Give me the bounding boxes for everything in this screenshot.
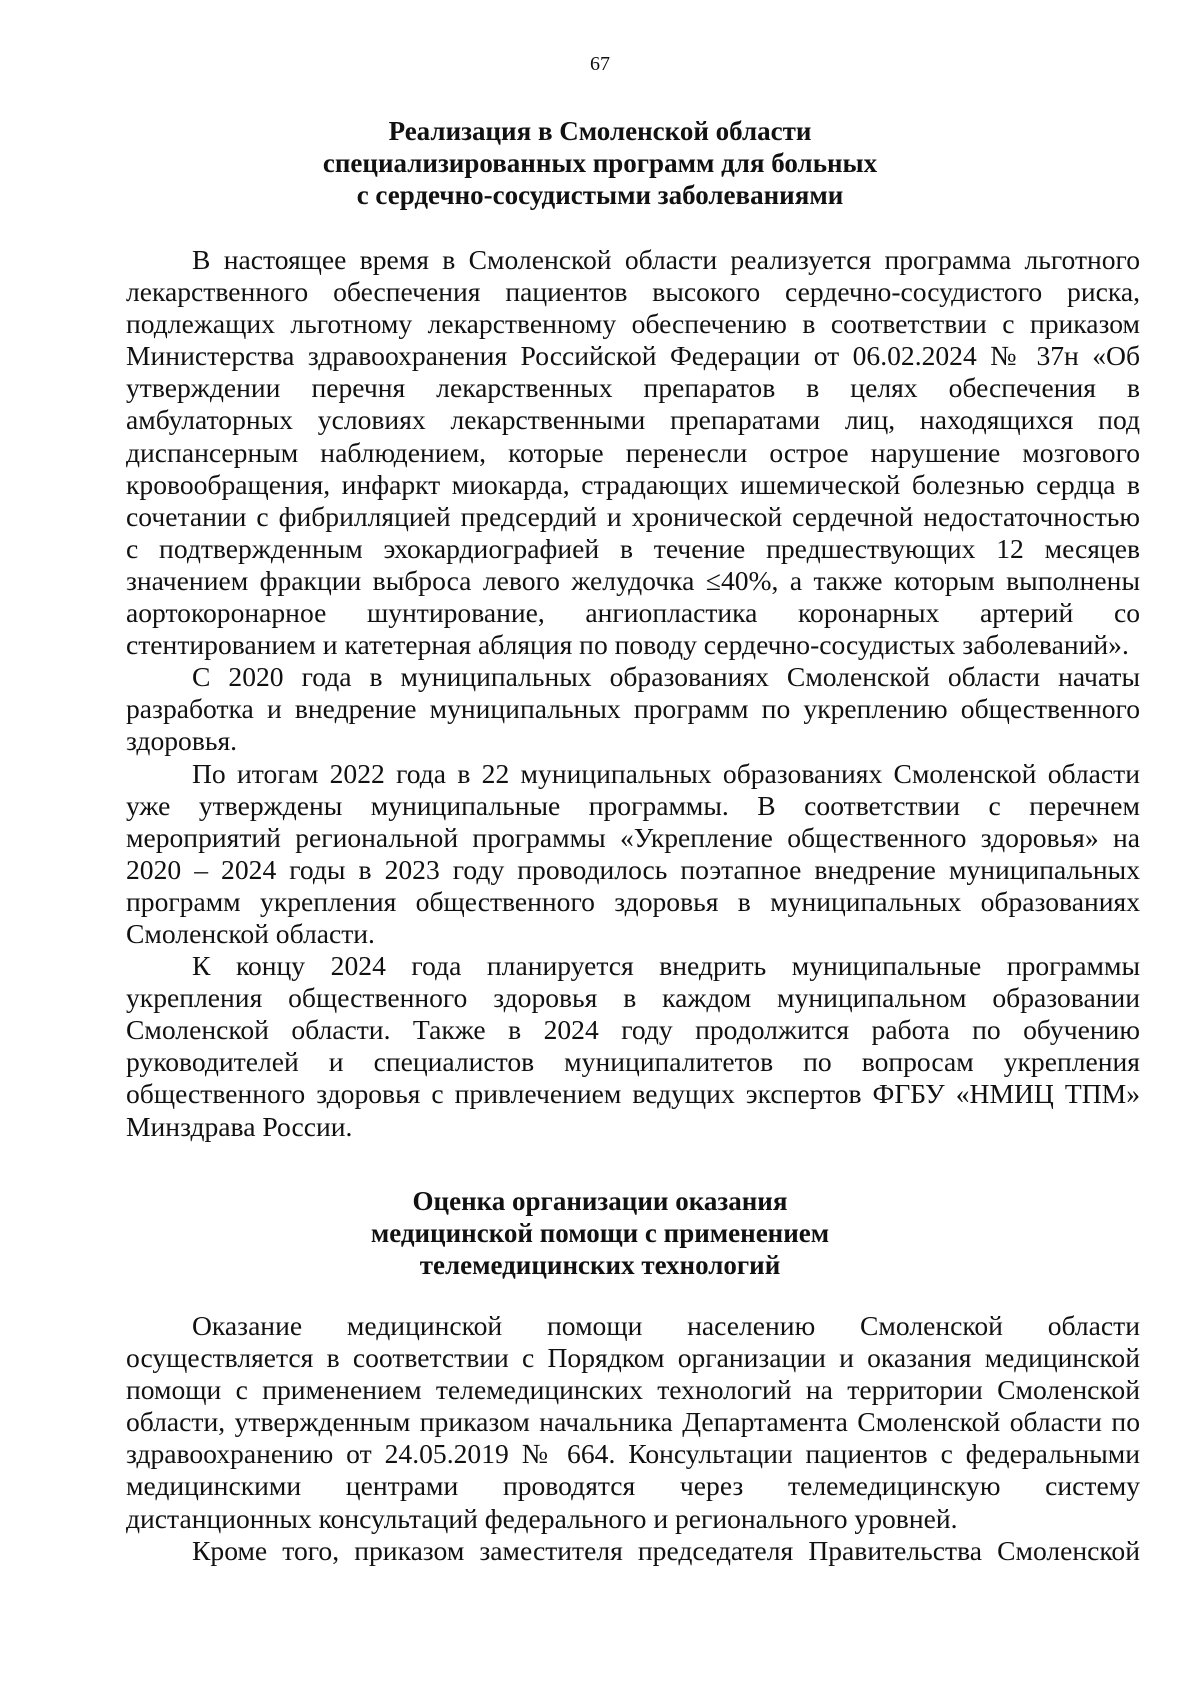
section-title-line: специализированных программ для больных [322, 148, 878, 178]
section-title-line: телемедицинских технологий [419, 1250, 781, 1280]
text-line: помощи с применением телемедицинских технологий на территории Смоленской [126, 1374, 1140, 1406]
paragraph [126, 244, 1140, 661]
text-line: Министерства здравоохранения Российской Федерации от 06.02.2024 № 37н «Об [126, 340, 1140, 372]
text-line: укрепления общественного здоровья в каждом муниципальном образовании [126, 982, 1140, 1014]
text-line: утверждении перечня лекарственных препаратов в целях обеспечения в [126, 372, 1140, 404]
text-line: медицинскими центрами проводятся через телемедицинскую систему [126, 1470, 1140, 1502]
text-line: уже утверждены муниципальные программы. В соответствии с перечнем [126, 789, 1140, 821]
section-title-line: Оценка организации оказания [412, 1186, 788, 1216]
text-line: Смоленской области. [126, 917, 375, 949]
text-line: С 2020 года в муниципальных образованиях Смоленской области начаты [192, 661, 1140, 693]
text-line: Смоленской области. Также в 2024 году продолжится работа по обучению [126, 1014, 1140, 1046]
paragraph [126, 661, 1140, 757]
text-line: Кроме того, приказом заместителя председателя Правительства Смоленской [192, 1534, 1140, 1566]
page-number: 67 [590, 53, 610, 75]
text-line: общественного здоровья с привлечением ведущих экспертов ФГБУ «НМИЦ ТПМ» [126, 1078, 1140, 1110]
text-line: подлежащих льготному лекарственному обеспечению в соответствии с приказом [126, 308, 1140, 340]
text-line: Оказание медицинской помощи населению Смоленской области [192, 1310, 1140, 1341]
text-line: программ укрепления общественного здоровья в муниципальных образованиях [126, 885, 1140, 917]
section-title-line: медицинской помощи с применением [370, 1218, 830, 1248]
section-title [160, 115, 1040, 211]
text-line: здоровья. [126, 725, 238, 757]
paragraph [126, 950, 1140, 1143]
text-line: лекарственного обеспечения пациентов высокого сердечно-сосудистого риска, [126, 276, 1140, 308]
paragraph [126, 1310, 1140, 1535]
section-body [126, 1310, 1140, 1567]
text-line: области, утвержденным приказом начальника Департамента Смоленской области по [126, 1406, 1140, 1438]
text-line: с подтвержденным эхокардиографией в течение предшествующих 12 месяцев [126, 532, 1140, 564]
text-line: кровообращения, инфаркт миокарда, страдающих ишемической болезнью сердца в [126, 468, 1140, 500]
text-line: диспансерным наблюдением, которые перенесли острое нарушение мозгового [126, 436, 1140, 468]
text-line: По итогам 2022 года в 22 муниципальных образованиях Смоленской области [192, 757, 1140, 789]
text-line: сочетании с фибрилляцией предсердий и хронической сердечной недостаточностью [126, 500, 1140, 532]
text-line: В настоящее время в Смоленской области реализуется программа льготного [192, 244, 1140, 275]
text-line: амбулаторных условиях лекарственными препаратами лиц, находящихся под [126, 404, 1140, 436]
text-line: Минздрава России. [126, 1110, 353, 1142]
paragraph [126, 1535, 1140, 1567]
text-line: значением фракции выброса левого желудочка ≤40%, а также которым выполнены [126, 564, 1140, 596]
section-title [160, 1185, 1040, 1281]
text-line: дистанционных консультаций федерального и регионального уровней. [126, 1502, 958, 1534]
text-line: руководителей и специалистов муниципалитетов по вопросам укрепления [126, 1046, 1140, 1078]
text-line: стентированием и катетерная абляция по поводу сердечно-сосудистых заболеваний». [126, 629, 1129, 661]
section-title-line: с сердечно-сосудистыми заболеваниями [356, 180, 844, 210]
text-line: разработка и внедрение муниципальных программ по укреплению общественного [126, 693, 1140, 725]
text-line: 2020 – 2024 годы в 2023 году проводилось поэтапное внедрение муниципальных [126, 853, 1140, 885]
section-title-line: Реализация в Смоленской области [388, 116, 812, 146]
section-body [126, 244, 1140, 1143]
text-line: аортокоронарное шунтирование, ангиопластика коронарных артерий со [126, 597, 1140, 629]
text-line: мероприятий региональной программы «Укрепление общественного здоровья» на [126, 821, 1140, 853]
text-line: К концу 2024 года планируется внедрить муниципальные программы [192, 950, 1140, 982]
paragraph [126, 758, 1140, 951]
text-line: осуществляется в соответствии с Порядком организации и оказания медицинской [126, 1342, 1140, 1374]
text-line: здравоохранению от 24.05.2019 № 664. Консультации пациентов с федеральными [126, 1438, 1140, 1470]
